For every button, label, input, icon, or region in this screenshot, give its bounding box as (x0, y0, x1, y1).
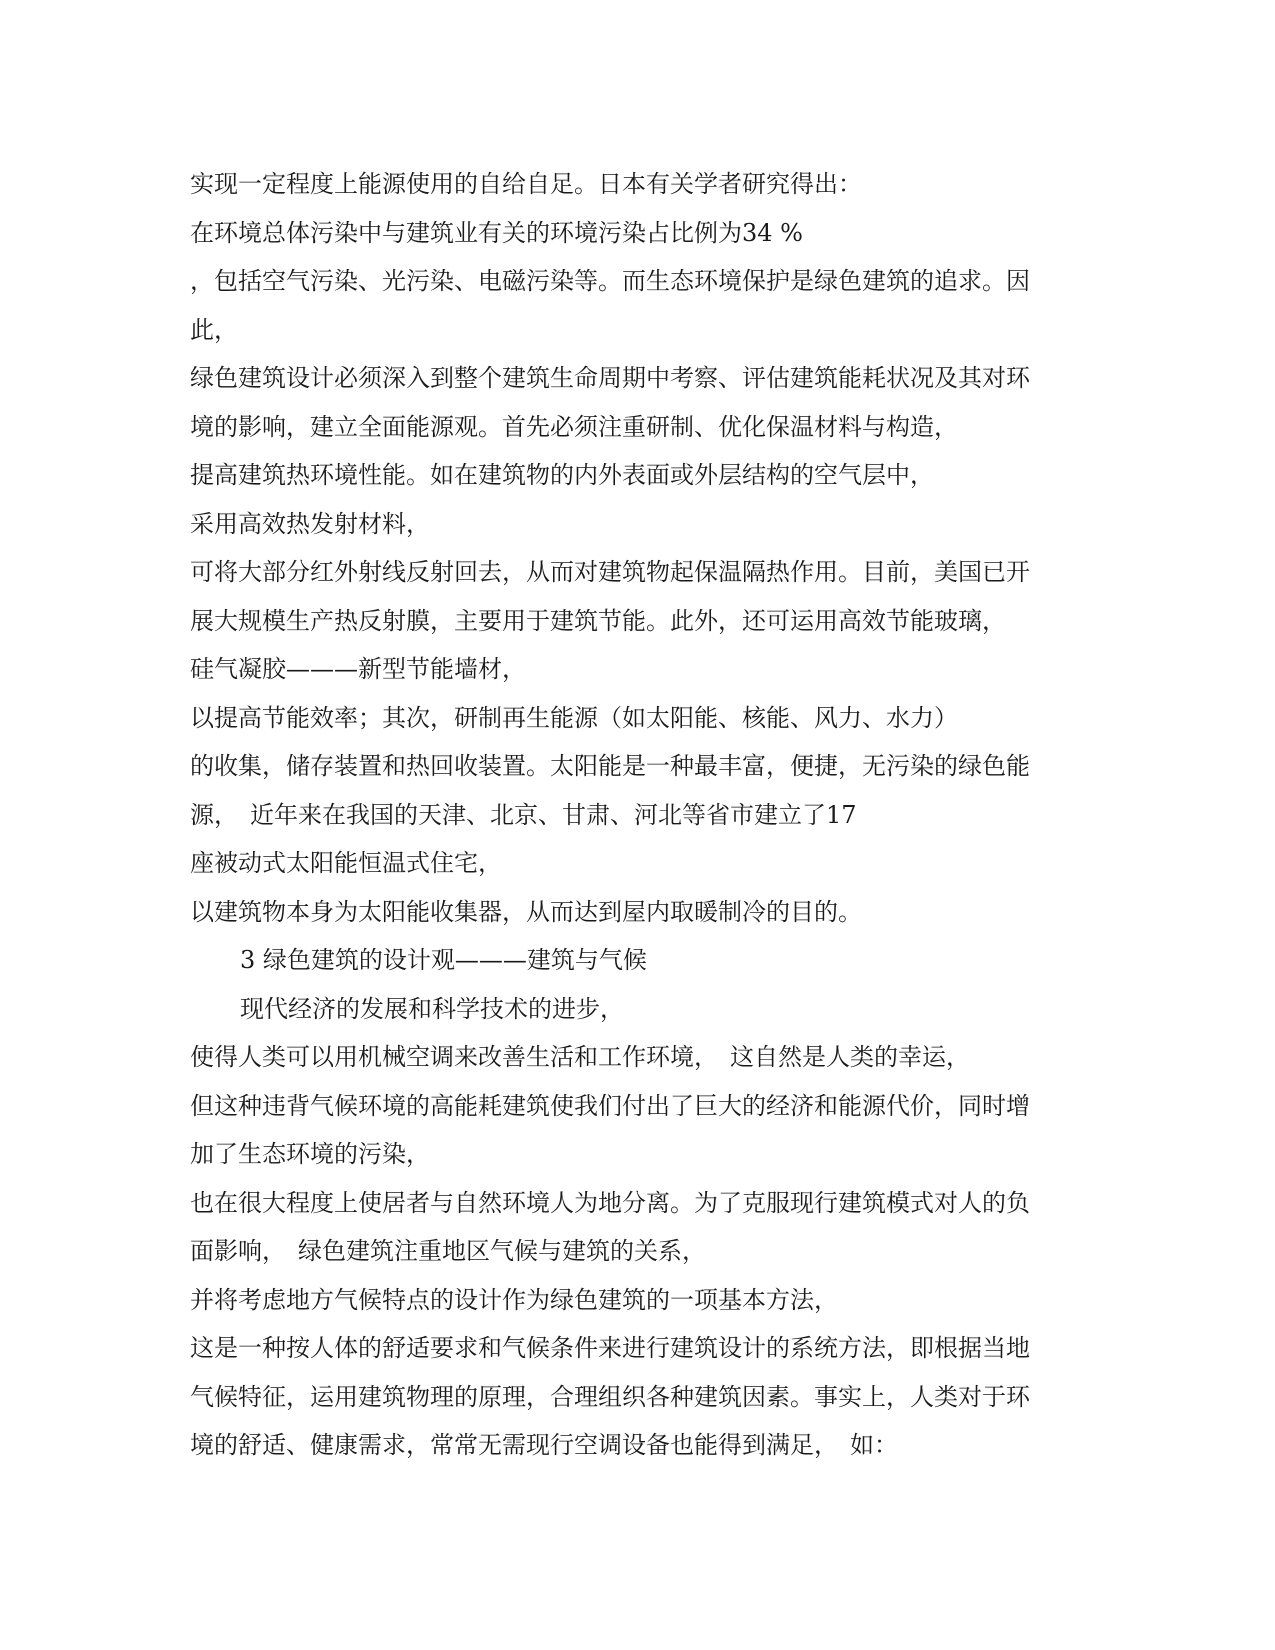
text-line: 并将考虑地方气候特点的设计作为绿色建筑的一项基本方法， (190, 1285, 838, 1314)
text-line: 实现一定程度上能源使用的自给自足。日本有关学者研究得出： (190, 170, 862, 198)
text-line: 的收集，储存装置和热回收装置。太阳能是一种最丰富，便捷，无污染的绿色能 (190, 752, 1030, 780)
text-line: 展大规模生产热反射膜，主要用于建筑节能。此外，还可运用高效节能玻璃， (190, 606, 1006, 635)
text-line: 源， 近年来在我国的天津、北京、甘肃、河北等省市建立了17 (190, 800, 857, 829)
text-line: 座被动式太阳能恒温式住宅， (190, 849, 502, 877)
text-line: 在环境总体污染中与建筑业有关的环境污染占比例为34 % (190, 218, 803, 247)
text-line: 但这种违背气候环境的高能耗建筑使我们付出了巨大的经济和能源代价，同时增 (190, 1091, 1030, 1120)
text-line: 采用高效热发射材料， (190, 509, 430, 538)
text-line: ，包括空气污染、光污染、电磁污染等。而生态环境保护是绿色建筑的追求。因 (190, 267, 1030, 295)
text-line: 气候特征，运用建筑物理的原理，合理组织各种建筑因素。事实上，人类对于环 (190, 1382, 1030, 1411)
text-line: 提高建筑热环境性能。如在建筑物的内外表面或外层结构的空气层中， (190, 461, 934, 489)
text-line: 以建筑物本身为太阳能收集器，从而达到屋内取暖制冷的目的。 (190, 897, 862, 926)
document-body (190, 160, 1070, 1470)
text-line: 现代经济的发展和科学技术的进步， (240, 994, 624, 1023)
text-line: 可将大部分红外射线反射回去，从而对建筑物起保温隔热作用。目前，美国已开 (190, 558, 1030, 586)
text-line: 3 绿色建筑的设计观———建筑与气候 (240, 946, 647, 974)
text-line: 面影响， 绿色建筑注重地区气候与建筑的关系， (190, 1237, 706, 1265)
text-line: 这是一种按人体的舒适要求和气候条件来进行建筑设计的系统方法，即根据当地 (190, 1334, 1030, 1362)
text-line: 也在很大程度上使居者与自然环境人为地分离。为了克服现行建筑模式对人的负 (190, 1188, 1030, 1217)
text-line: 硅气凝胶———新型节能墙材， (190, 655, 526, 683)
text-line: 加了生态环境的污染， (190, 1140, 430, 1168)
text-line: 境的影响，建立全面能源观。首先必须注重研制、优化保温材料与构造， (190, 412, 958, 441)
text-line: 使得人类可以用机械空调来改善生活和工作环境， 这自然是人类的幸运， (190, 1043, 970, 1071)
text-line: 以提高节能效率；其次，研制再生能源（如太阳能、核能、风力、水力） (190, 703, 958, 732)
text-line: 境的舒适、健康需求，常常无需现行空调设备也能得到满足， 如： (190, 1431, 898, 1459)
text-line: 绿色建筑设计必须深入到整个建筑生命周期中考察、评估建筑能耗状况及其对环 (190, 364, 1030, 392)
text-line: 此， (190, 315, 238, 344)
